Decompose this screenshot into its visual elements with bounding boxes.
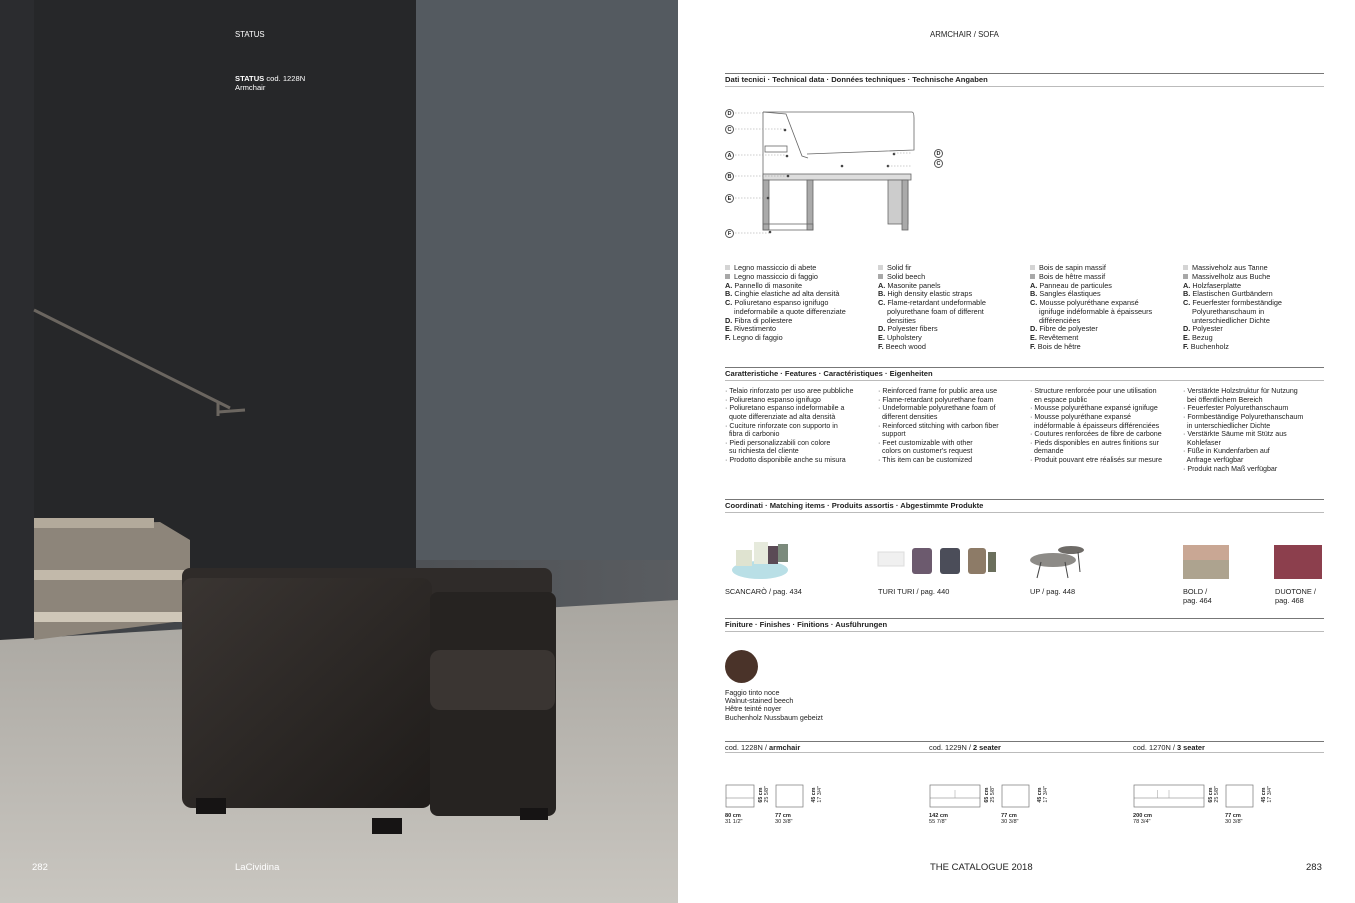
feature-line: · Produit pouvant etre réalisés sur mesure: [1030, 456, 1163, 465]
technical-text: Flame-retardant undeformable: [887, 298, 986, 307]
height-in: 25 5/8": [1213, 786, 1220, 803]
duotone-rug-image: [1274, 545, 1322, 579]
scancaro-image: [732, 542, 788, 579]
feature-line: · Poliuretano espanso ignifugo: [725, 395, 821, 404]
technical-letter: B.: [1030, 289, 1038, 299]
feature-line: · Undeformable polyurethane foam of: [878, 404, 996, 413]
feature-line: fibra di carbonio: [725, 430, 780, 439]
finish-description: [725, 689, 823, 722]
technical-letter: B.: [1183, 289, 1191, 299]
technical-text: Polyester: [1192, 324, 1223, 334]
technical-letter: C.: [878, 298, 886, 307]
technical-letter: F.: [1183, 341, 1189, 351]
model-name: 2 seater: [972, 743, 1001, 752]
technical-letter: F.: [878, 341, 884, 351]
technical-text: Polyurethanschaum in: [1192, 306, 1265, 316]
technical-row: [1030, 343, 1180, 352]
technical-text: Legno di faggio: [732, 333, 783, 342]
height-in: 25 5/8": [989, 786, 996, 803]
technical-text: Holzfaserplatte: [1192, 280, 1242, 290]
catalogue-title: THE CATALOGUE 2018: [930, 862, 1033, 873]
model-side-view: [775, 784, 805, 810]
technical-text: Revêtement: [1038, 333, 1079, 342]
technical-text: Legno massiccio di faggio: [734, 271, 818, 281]
duotone-page: pag. 468: [1275, 596, 1304, 606]
product-heading: [235, 74, 305, 93]
width-cm: 142 cm: [929, 813, 948, 819]
diagram-label-left-5: F: [725, 229, 734, 238]
finishes-heading: Finiture · Finishes · Finitions · Ausführungen: [725, 618, 1324, 632]
technical-text: Mousse polyuréthane expansé: [1039, 298, 1139, 307]
height-in: 25 5/8": [763, 786, 770, 803]
feature-line: bei öffentlichem Bereich: [1183, 395, 1263, 404]
model-side-view: [1225, 784, 1255, 810]
width-in: 31 1/2": [725, 819, 743, 826]
feature-line: Kohlefaser: [1183, 438, 1221, 447]
model-width: [929, 813, 948, 826]
diagram-label-left-1: C: [725, 125, 734, 134]
feature-line: · Mousse polyuréthane expansé ignifuge: [1030, 404, 1158, 413]
technical-text: Bois de hêtre massif: [1039, 271, 1106, 281]
technical-text: Massiveholz aus Tanne: [1192, 263, 1268, 272]
features-column-1: [878, 387, 1028, 465]
technical-letter: A.: [725, 280, 733, 290]
matching-label-up[interactable]: UP / pag. 448: [1030, 587, 1076, 596]
model-code: cod. 1229N /: [929, 743, 973, 752]
features-column-0: [725, 387, 875, 465]
bold-label: BOLD /: [1183, 587, 1208, 596]
width-cm: 200 cm: [1133, 813, 1152, 819]
model-width: [725, 813, 743, 826]
model-height: [759, 786, 771, 803]
material-swatch: [878, 274, 883, 279]
feature-line: · Mousse polyuréthane expansé: [1030, 412, 1131, 421]
feature-line: · Verstärkte Holzstruktur für Nutzung: [1183, 387, 1298, 395]
feature-line: support: [878, 430, 906, 439]
product-code: cod. 1228N: [266, 74, 306, 83]
technical-letter: E.: [1183, 333, 1190, 342]
technical-text: Legno massiccio di abete: [734, 263, 817, 272]
technical-text: Poliuretano espanso ignifugo: [734, 298, 829, 307]
technical-letter: C.: [725, 298, 733, 307]
width-in: 78 3/4": [1133, 819, 1151, 826]
technical-letter: E.: [725, 324, 732, 334]
seat-cm: 45 cm: [1037, 787, 1043, 803]
depth-in: 30 3/8": [1001, 819, 1019, 826]
model-width: [1133, 813, 1152, 826]
technical-text: Solid beech: [887, 271, 926, 281]
technical-text: unterschiedlicher Dichte: [1192, 315, 1270, 325]
material-swatch: [1030, 265, 1035, 270]
matching-label-duotone[interactable]: [1275, 587, 1316, 605]
material-swatch: [1183, 274, 1188, 279]
technical-text: Beech wood: [885, 341, 926, 351]
depth-in: 30 3/8": [775, 819, 793, 826]
section-title: STATUS: [235, 30, 265, 39]
matching-images: [728, 532, 1328, 582]
feature-line: · Piedi personalizzabili con colore: [725, 438, 831, 447]
height-cm: 65 cm: [758, 787, 764, 803]
feature-line: · Reinforced frame for public area use: [878, 387, 998, 395]
seat-in: 17 3/4": [1042, 786, 1049, 803]
diagram-label-left-3: B: [725, 172, 734, 181]
technical-text: Upholstery: [886, 333, 922, 342]
technical-text: Masonite panels: [887, 280, 941, 290]
model-name: armchair: [768, 743, 801, 752]
finish-line-en: Walnut-stained beech: [725, 697, 794, 706]
technical-letter: F.: [1030, 341, 1036, 351]
feature-line: · Structure renforcée pour une utilisation: [1030, 387, 1157, 395]
diagram-label-left-0: D: [725, 109, 734, 118]
feature-line: · Reinforced stitching with carbon fiber: [878, 421, 999, 430]
technical-text: Bezug: [1191, 333, 1213, 342]
technical-letter: F.: [725, 333, 731, 342]
feature-line: Anfrage verfügbar: [1183, 456, 1244, 465]
model-seat: [812, 786, 824, 803]
technical-text: Bois de hêtre: [1037, 341, 1081, 351]
model-front-view: [725, 784, 755, 810]
feature-line: · Verstärkte Säume mit Stütz aus: [1183, 430, 1287, 439]
feature-line: en espace public: [1030, 395, 1088, 404]
feature-line: different densities: [878, 412, 938, 421]
technical-text: Buchenholz: [1190, 341, 1229, 351]
technical-letter: A.: [1183, 280, 1191, 290]
technical-letter: D.: [1030, 324, 1038, 334]
technical-text: Sangles élastiques: [1039, 289, 1101, 299]
model-code: cod. 1228N /: [725, 743, 769, 752]
model-depth: [1001, 813, 1019, 826]
technical-text: Polyester fibers: [887, 324, 938, 334]
feature-line: · Formbeständige Polyurethanschaum: [1183, 412, 1304, 421]
feature-line: · This item can be customized: [878, 456, 973, 465]
technical-text: Pannello di masonite: [734, 280, 803, 290]
technical-text: ignifuge indéformable à épaisseurs: [1039, 306, 1153, 316]
seat-cm: 45 cm: [1261, 787, 1267, 803]
technical-column-3: [1183, 264, 1333, 352]
features-column-2: [1030, 387, 1180, 465]
page-number-right: 283: [1306, 862, 1322, 873]
feature-line: in unterschiedlicher Dichte: [1183, 421, 1271, 430]
page-number-left: 282: [32, 862, 48, 873]
technical-letter: E.: [1030, 333, 1037, 342]
feature-line: · Pieds disponibles en autres finitions sur: [1030, 438, 1159, 447]
features-column-3: [1183, 387, 1333, 473]
model-seat: [1038, 786, 1050, 803]
technical-letter: D.: [878, 324, 886, 334]
material-swatch: [725, 274, 730, 279]
model-seat: [1262, 786, 1274, 803]
technical-letter: B.: [878, 289, 886, 299]
product-name: STATUS: [235, 74, 265, 83]
model-depth: [775, 813, 793, 826]
matching-label-bold[interactable]: [1183, 587, 1212, 605]
model-height: [985, 786, 997, 803]
finish-line-de: Buchenholz Nussbaum gebeizt: [725, 713, 823, 722]
diagram-label-right-1: C: [934, 159, 943, 168]
diagram-label-right-0: D: [934, 149, 943, 158]
technical-diagram: [722, 104, 952, 240]
material-swatch: [1183, 265, 1188, 270]
technical-text: indeformabile a quote differenziate: [734, 306, 846, 316]
feature-line: · Telaio rinforzato per uso aree pubbliche: [725, 387, 854, 395]
duotone-label: DUOTONE /: [1275, 587, 1316, 596]
technical-text: Panneau de particules: [1039, 280, 1112, 290]
model-side-view: [1001, 784, 1031, 810]
model-name: 3 seater: [1176, 743, 1205, 752]
technical-letter: D.: [725, 315, 733, 325]
features-heading: Caratteristiche · Features · Caractéristiques · Eigenheiten: [725, 367, 1324, 381]
feature-line: · Produkt nach Maß verfügbar: [1183, 464, 1278, 473]
models-heading-bar: [725, 741, 1324, 753]
finish-line-fr: Hêtre teinté noyer: [725, 705, 782, 714]
feature-line: · Poliuretano espanso indeformabile a: [725, 404, 845, 413]
technical-text: Solid fir: [887, 263, 912, 272]
product-type: Armchair: [235, 83, 266, 93]
technical-letter: C.: [1183, 298, 1191, 307]
model-front-view: [929, 784, 981, 810]
feature-line: demande: [1030, 447, 1064, 456]
feature-line: su richiesta del cliente: [725, 447, 799, 456]
feature-line: · Feuerfester Polyurethanschaum: [1183, 404, 1289, 413]
technical-letter: D.: [1183, 324, 1191, 334]
feature-line: · Füße in Kundenfarben auf: [1183, 447, 1270, 456]
depth-in: 30 3/8": [1225, 819, 1243, 826]
section-title-right: ARMCHAIR / SOFA: [930, 30, 999, 39]
seat-in: 17 3/4": [1266, 786, 1273, 803]
feature-line: · Coutures renforcées de fibre de carbone: [1030, 430, 1162, 439]
bold-rug-image: [1183, 545, 1229, 579]
finish-swatch[interactable]: [725, 650, 758, 683]
feature-line: · Feet customizable with other: [878, 438, 973, 447]
model-heading-0: [725, 743, 800, 752]
technical-text: polyurethane foam of different: [887, 306, 984, 316]
height-cm: 65 cm: [984, 787, 990, 803]
feature-line: colors on customer's request: [878, 447, 973, 456]
seat-in: 17 3/4": [816, 786, 823, 803]
technical-text: différenciées: [1039, 315, 1081, 325]
model-heading-1: [929, 743, 1001, 752]
finish-line-it: Faggio tinto noce: [725, 689, 780, 697]
technical-heading: Dati tecnici · Technical data · Données techniques · Technische Angaben: [725, 73, 1324, 87]
matching-label-turi-turi[interactable]: TURI TURI / pag. 440: [878, 587, 950, 596]
feature-line: quote differenziate ad alta densità: [725, 412, 836, 421]
depth-cm: 77 cm: [1225, 813, 1241, 819]
width-cm: 80 cm: [725, 813, 741, 819]
technical-letter: A.: [878, 280, 886, 290]
technical-column-1: [878, 264, 1028, 352]
technical-text: Bois de sapin massif: [1039, 263, 1106, 272]
armchair-left-arm: [182, 578, 432, 808]
brand-name: LaCividina: [235, 862, 280, 873]
feature-line: · Prodotto disponibile anche su misura: [725, 456, 846, 465]
technical-text: Feuerfester formbeständige: [1192, 298, 1282, 307]
technical-text: Cinghie elastiche ad alta densità: [734, 289, 840, 299]
technical-letter: E.: [878, 333, 885, 342]
technical-text: Elastischen Gurtbändern: [1192, 289, 1273, 299]
technical-text: densities: [887, 315, 916, 325]
matching-label-scancaro[interactable]: SCANCARÒ / pag. 434: [725, 587, 802, 596]
turi-turi-image: [878, 548, 996, 574]
feature-line: · Flame-retardant polyurethane foam: [878, 395, 994, 404]
technical-letter: A.: [1030, 280, 1038, 290]
technical-text: High density elastic straps: [887, 289, 973, 299]
matching-heading: Coordinati · Matching items · Produits assortis · Abgestimmte Produkte: [725, 499, 1324, 513]
technical-row: [878, 343, 1028, 352]
technical-letter: C.: [1030, 298, 1038, 307]
diagram-label-left-2: A: [725, 151, 734, 160]
feature-line: · Cuciture rinforzate con supporto in: [725, 421, 838, 430]
bold-page: pag. 464: [1183, 596, 1212, 606]
model-front-view: [1133, 784, 1205, 810]
width-in: 55 7/8": [929, 819, 947, 826]
model-height: [1209, 786, 1221, 803]
feature-line: indéformable à épaisseurs différenciées: [1030, 421, 1160, 430]
seat-cm: 45 cm: [811, 787, 817, 803]
model-depth: [1225, 813, 1243, 826]
technical-column-0: [725, 264, 875, 343]
model-code: cod. 1270N /: [1133, 743, 1177, 752]
technical-row: [725, 334, 875, 343]
material-swatch: [725, 265, 730, 270]
technical-row: [1183, 343, 1333, 352]
model-heading-2: [1133, 743, 1205, 752]
technical-text: Fibre de polyester: [1039, 324, 1098, 334]
depth-cm: 77 cm: [1001, 813, 1017, 819]
technical-text: Rivestimento: [733, 324, 777, 334]
material-swatch: [1030, 274, 1035, 279]
technical-text: Massivelholz aus Buche: [1192, 271, 1271, 281]
height-cm: 65 cm: [1208, 787, 1214, 803]
right-page: [678, 0, 1355, 903]
technical-text: Fibra di poliestere: [734, 315, 793, 325]
material-swatch: [878, 265, 883, 270]
diagram-label-left-4: E: [725, 194, 734, 203]
armchair-cushion: [430, 650, 555, 710]
technical-letter: B.: [725, 289, 733, 299]
depth-cm: 77 cm: [775, 813, 791, 819]
up-table-image: [1030, 546, 1084, 578]
technical-column-2: [1030, 264, 1180, 352]
